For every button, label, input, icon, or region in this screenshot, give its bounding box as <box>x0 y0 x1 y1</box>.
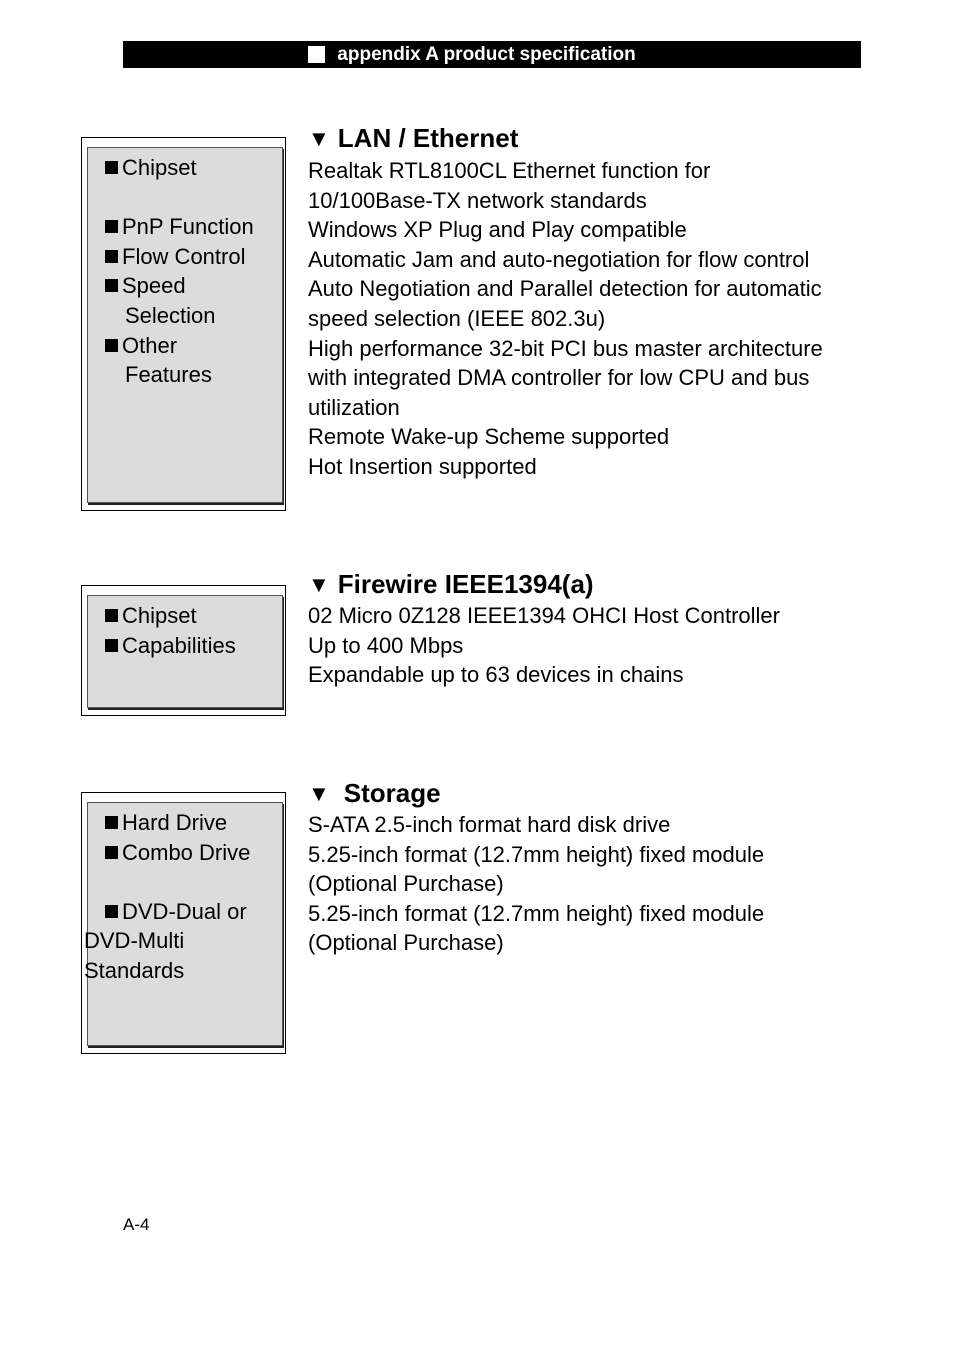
header-title: appendix A product specification <box>337 43 636 65</box>
bullet-square-icon <box>105 339 118 352</box>
label-item: Speed <box>105 271 282 301</box>
label-item: Flow Control <box>105 242 282 272</box>
body-line: Auto Negotiation and Parallel detection for automatic <box>308 276 822 302</box>
firewire-section-title: ▼ Firewire IEEE1394(a) <box>308 569 594 599</box>
body-line: Realtak RTL8100CL Ethernet function for <box>308 158 711 183</box>
body-line: Remote Wake-up Scheme supported <box>308 424 670 450</box>
storage-label-box <box>81 792 286 1054</box>
body-line: with integrated DMA controller for low CPU and bus <box>308 365 810 391</box>
label-item: Capabilities <box>105 631 282 661</box>
storage-label-panel <box>84 802 283 1046</box>
bullet-square-icon <box>105 161 118 174</box>
bullet-square-icon <box>105 220 118 233</box>
label-item: Hard Drive <box>105 808 282 838</box>
body-line: Up to 400 Mbps <box>308 632 464 658</box>
lan-section-body <box>308 156 868 482</box>
body-line: 10/100Base-TX network standards <box>308 187 647 213</box>
bullet-square-icon <box>105 816 118 829</box>
bullet-square-icon <box>105 250 118 263</box>
page-number: A-4 <box>123 1215 150 1234</box>
triangle-down-icon: ▼ <box>308 126 330 151</box>
label-item: DVD-Dual or <box>105 897 282 927</box>
label-item: Chipset <box>105 153 282 183</box>
header-square-icon <box>308 46 325 63</box>
label-item: PnP Function <box>105 212 282 242</box>
body-line: Expandable up to 63 devices in chains <box>308 662 684 688</box>
lan-section-title: ▼ LAN / Ethernet <box>308 123 519 153</box>
label-item: DVD-Multi <box>84 928 185 954</box>
label-item: Standards <box>84 957 185 983</box>
label-item: Features <box>125 362 212 388</box>
bullet-square-icon <box>105 846 118 859</box>
body-line: (Optional Purchase) <box>308 930 504 956</box>
body-line: High performance 32-bit PCI bus master architecture <box>308 335 823 361</box>
body-line: (Optional Purchase) <box>308 871 504 897</box>
bullet-square-icon <box>105 279 118 292</box>
lan-label-panel <box>87 147 283 503</box>
firewire-label-box <box>81 585 286 716</box>
label-item: Other <box>105 331 282 361</box>
body-line: 5.25-inch format (12.7mm height) fixed module <box>308 841 765 867</box>
storage-section-body <box>308 810 868 958</box>
bullet-square-icon <box>105 639 118 652</box>
body-line: 5.25-inch format (12.7mm height) fixed module <box>308 900 765 926</box>
body-line: 02 Micro 0Z128 IEEE1394 OHCI Host Controller <box>308 603 780 628</box>
body-line: utilization <box>308 394 400 420</box>
firewire-section-body <box>308 601 868 690</box>
body-line: S-ATA 2.5-inch format hard disk drive <box>308 812 671 837</box>
label-item: Selection <box>125 302 216 328</box>
body-line: Windows XP Plug and Play compatible <box>308 217 687 243</box>
label-item: Combo Drive <box>105 838 282 868</box>
body-line: speed selection (IEEE 802.3u) <box>308 305 606 331</box>
lan-label-box <box>81 137 286 511</box>
bullet-square-icon <box>105 609 118 622</box>
header-bar <box>123 41 861 68</box>
body-line: Hot Insertion supported <box>308 453 537 479</box>
triangle-down-icon: ▼ <box>308 781 330 806</box>
storage-section-title: ▼ Storage <box>308 778 441 808</box>
label-item: Chipset <box>105 601 282 631</box>
firewire-label-panel <box>87 595 283 708</box>
bullet-square-icon <box>105 905 118 918</box>
triangle-down-icon: ▼ <box>308 572 330 597</box>
body-line: Automatic Jam and auto-negotiation for flow control <box>308 246 810 272</box>
